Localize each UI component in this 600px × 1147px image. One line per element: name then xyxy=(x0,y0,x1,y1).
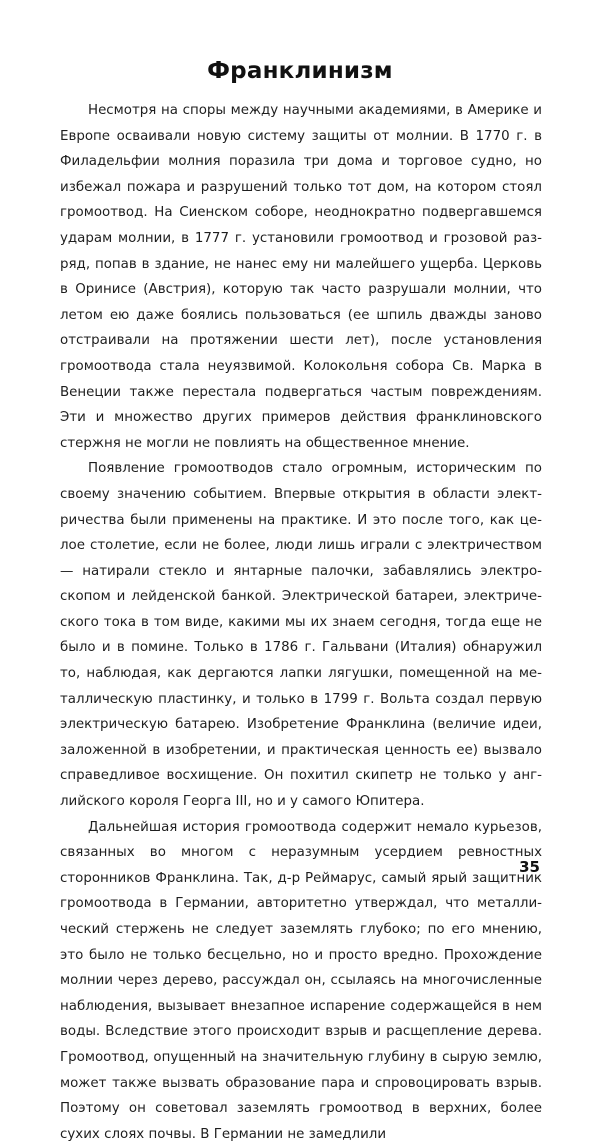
paragraph-2: Появление громоотводов стало огромным, историческим по своему значению событием. Впервые открытия в области электричества были применены на практике. И это после того, как целое столетие, если не более, люди лишь играли с электричеством — натирали стекло и янтарные палочки, забавлялись электроскопом и лейденской банкой. Электрической батареи, электрического тока в том виде, какими мы их знаем сегодня, тогда еще не было и в помине. Только в 1786 г. Гальвани (Италия) обнаружил то, наблюдая, как дергаются лапки лягушки, помещенной на металлическую пластинку, и только в 1799 г. Вольта создал первую электрическую батарею. Изобретение Франклина (величие идеи, заложенной в изобретении, и практическая ценность ее) вызвало справедливое восхищение. Он похитил скипетр не только у английского короля Георга III, но и у самого Юпитера. xyxy=(60,461,542,810)
page-title: Франклинизм xyxy=(207,58,393,84)
body-text xyxy=(60,98,542,1147)
paragraph-1: Несмотря на споры между научными академиями, в Америке и Европе осваивали новую систему защиты от молнии. В 1770 г. в Филадельфии молния поразила три дома и торговое судно, но избежал пожара и разрушений только тот дом, на котором стоял громоотвод. На Сиенском соборе, неоднократно подвергавшемся ударам молнии, в 1777 г. установили громоотвод и грозовой разряд, попав в здание, не нанес ему ни малейшего ущерба. Церковь в Оринисе (Австрия), которую так часто разрушали молнии, что летом ею даже боялись пользоваться (ее шпиль дважды заново отстраивали на протяжении шести лет), после установления громоотвода стала неуязвимой. Колокольня собора Св. Марка в Венеции также перестала подвергаться частым повреждениям. Эти и множество других примеров действия франклиновского стержня не могли не повлиять на общественное мнение. xyxy=(60,103,542,451)
page-number: 35 xyxy=(519,858,540,876)
paragraph-3: Дальнейшая история громоотвода содержит немало курьезов, связанных во многом с неразумным усердием ревностных сторонников Франклина. Так, д-р Реймарус, самый ярый защитник громоотвода в Германии, авторитетно утверждал, что металлический стержень не следует заземлять глубоко; по его мнению, это было не только бесцельно, но и просто вредно. Прохождение молнии через дерево, рассуждал он, ссылаясь на многочисленные наблюдения, вызывает внезапное испарение содержащейся в нем воды. Вследствие этого происходит взрыв и расщепление дерева. Громоотвод, опущенный на значительную глубину в сырую землю, может также вызвать образование пара и спровоцировать взрыв. Поэтому он советовал заземлять громоотвод в верхних, более сухих слоях почвы. В Германии не замедлили xyxy=(60,819,542,1142)
